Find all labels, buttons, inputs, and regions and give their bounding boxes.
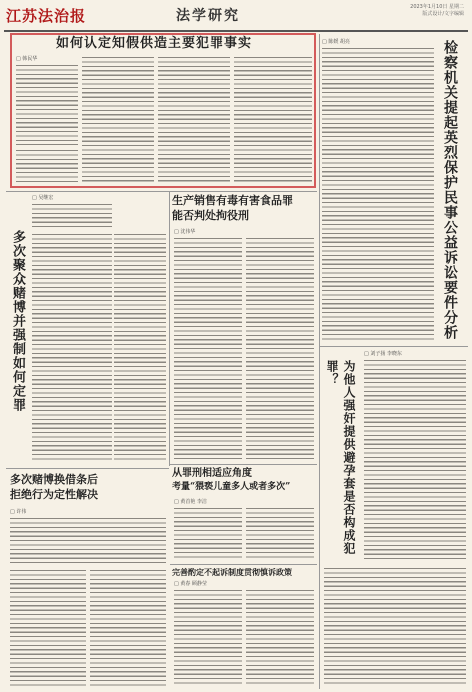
section-divider [6,191,317,192]
top-article-text [16,148,78,184]
child-article-title-1: 从罪刑相适应角度 [172,468,252,479]
right-top-article-byline: □ 陈媛 胡亮 [322,39,350,45]
right-top-article-title: 检察机关提起英烈保护民事公益诉讼要件分析 [442,40,458,340]
child-article-byline: □ 黄首艳 李洁 [174,499,207,505]
poison-article-text [246,236,314,460]
poison-article-title-1: 生产销售有毒有害食品罪 [172,194,293,207]
column-divider [319,34,320,689]
prosecution-article-title: 完善酌定不起诉制度贯彻慎诉政策 [172,567,292,577]
right-bottom-article-byline: □ 刘子扬 李晓东 [364,351,402,357]
child-article-text [246,506,314,560]
loan-article-text [90,568,166,686]
issue-meta [410,4,464,18]
newspaper-logo: 江苏法治报 [6,7,87,25]
left-article-byline: □ 吴继宏 [32,195,54,201]
column-divider [169,192,170,466]
loan-article-byline: □ 许伟 [10,509,27,515]
right-top-article-text [322,46,434,340]
top-article-lead-text [16,63,78,145]
right-bottom-article-text [364,358,466,562]
section-divider [170,464,317,465]
right-bottom-article-title: 为他人强奸提供避孕套是否构成犯罪？ [325,360,356,555]
poison-article-byline: □ 沈伟华 [174,229,196,235]
issue-date: 2023年1月10日 星期二 [410,4,464,10]
masthead-divider [4,30,468,32]
section-divider [320,346,468,347]
section-divider [6,468,169,469]
poison-article-title-2: 能否判处拘役刑 [172,209,249,222]
left-article-title: 多次聚众赌博并强制如何定罪 [10,230,25,412]
right-bottom-article-text [324,566,466,686]
top-article-title: 如何认定知假供造主要犯罪事实 [56,36,253,51]
top-article-text [234,55,312,184]
prosecution-article-text [246,588,314,686]
masthead [0,0,472,32]
issue-editor: 版式设计/文字编辑 [422,11,464,17]
left-article-text [114,232,166,462]
prosecution-article-byline: □ 黄春 顾静莹 [174,581,207,587]
child-article-title-2: 考量“猥亵儿童多人或者多次” [172,482,291,492]
top-article-byline: □ 韩民华 [16,56,38,62]
top-article-text [82,55,154,184]
top-article-text [158,55,230,184]
poison-article-text [174,236,242,460]
loan-article-text [10,568,86,686]
loan-article-title-1: 多次赌博换借条后 [10,473,98,486]
child-article-text [174,506,242,560]
loan-article-title-2: 拒绝行为定性解决 [10,488,98,501]
loan-article-text [10,516,166,564]
left-article-text [32,232,112,462]
section-divider [170,564,317,565]
section-title: 法学研究 [176,8,240,24]
left-article-lead [32,202,112,228]
prosecution-article-text [174,588,242,686]
